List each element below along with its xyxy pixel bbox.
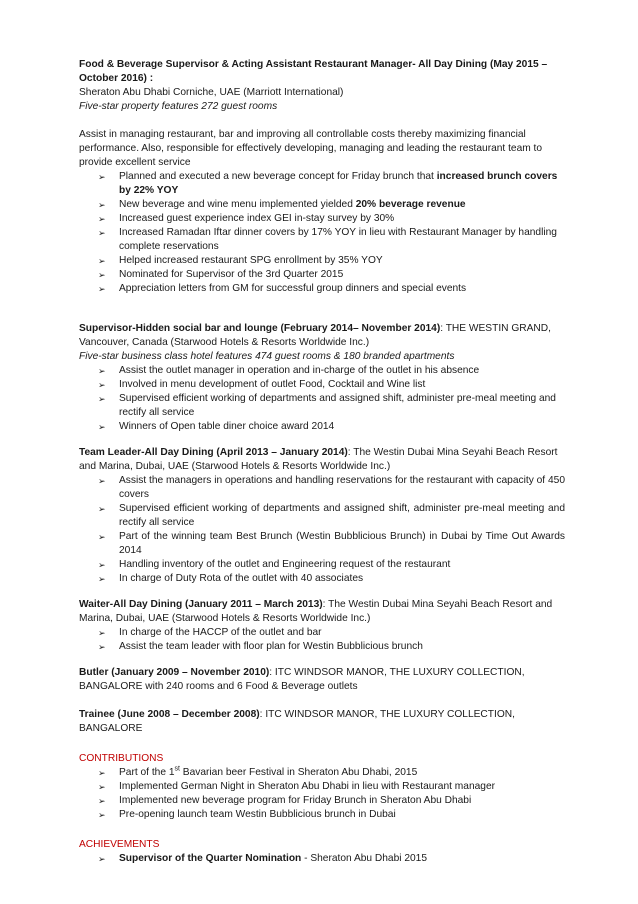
job-property: Five-star property features 272 guest rooms xyxy=(79,101,278,112)
arrow-bullet-icon: ➢ xyxy=(98,394,106,404)
list-item: ➢ Assist the outlet manager in operation and in-charge of the outlet in his absence xyxy=(98,365,480,376)
list-item: ➢ New beverage and wine menu implemented yielded 20% beverage revenue xyxy=(98,199,466,210)
arrow-bullet-icon: ➢ xyxy=(98,796,106,806)
list-item: ➢ Supervised efficient working of departments and assigned shift, administer pre-meal meeting and rectify all service xyxy=(98,393,556,418)
arrow-bullet-icon: ➢ xyxy=(98,270,106,280)
job-section-5 xyxy=(79,666,565,694)
list-item: ➢ Supervised efficient working of departments and assigned shift, administer pre-meal meeting and rectify all service xyxy=(98,503,565,528)
arrow-bullet-icon: ➢ xyxy=(98,504,106,514)
job-title: Food & Beverage Supervisor & Acting Assistant Restaurant Manager- All Day Dining (May 2015 – October 2016) : xyxy=(79,59,548,84)
job-location: Sheraton Abu Dhabi Corniche, UAE (Marriott International) xyxy=(79,87,344,98)
list-item: ➢ Assist the team leader with floor plan for Westin Bubblicious brunch xyxy=(98,641,423,652)
arrow-bullet-icon: ➢ xyxy=(98,810,106,820)
arrow-bullet-icon: ➢ xyxy=(98,422,106,432)
list-item: ➢ Implemented German Night in Sheraton Abu Dhabi in lieu with Restaurant manager xyxy=(98,781,496,792)
arrow-bullet-icon: ➢ xyxy=(98,214,106,224)
job-bullets xyxy=(79,474,565,586)
list-item: ➢ In charge of Duty Rota of the outlet with 40 associates xyxy=(98,573,364,584)
job-heading: Team Leader-All Day Dining (April 2013 – January 2014): The Westin Dubai Mina Seyahi Beach Resort and Marina, Dubai, UAE (Starwood Hotels & Resorts Worldwide Inc.) xyxy=(79,447,558,472)
resume-page xyxy=(79,58,565,866)
job-section-6 xyxy=(79,708,565,736)
arrow-bullet-icon: ➢ xyxy=(98,476,106,486)
arrow-bullet-icon: ➢ xyxy=(98,380,106,390)
contributions-list xyxy=(79,766,565,822)
list-item: ➢ Implemented new beverage program for Friday Brunch in Sheraton Abu Dhabi xyxy=(98,795,472,806)
arrow-bullet-icon: ➢ xyxy=(98,628,106,638)
arrow-bullet-icon: ➢ xyxy=(98,782,106,792)
arrow-bullet-icon: ➢ xyxy=(98,532,106,542)
job-section-3 xyxy=(79,446,565,586)
list-item: ➢ Increased Ramadan Iftar dinner covers by 17% YOY in lieu with Restaurant Manager by handling complete reservations xyxy=(98,227,557,252)
job-property: Five-star business class hotel features 474 guest rooms & 180 branded apartments xyxy=(79,351,455,362)
list-item: ➢ In charge of the HACCP of the outlet and bar xyxy=(98,627,322,638)
arrow-bullet-icon: ➢ xyxy=(98,574,106,584)
arrow-bullet-icon: ➢ xyxy=(98,768,106,778)
arrow-bullet-icon: ➢ xyxy=(98,366,106,376)
arrow-bullet-icon: ➢ xyxy=(98,854,106,864)
job-bullets xyxy=(79,364,565,434)
arrow-bullet-icon: ➢ xyxy=(98,256,106,266)
job-heading: Trainee (June 2008 – December 2008): ITC WINDSOR MANOR, THE LUXURY COLLECTION, BANGALORE xyxy=(79,709,515,734)
job-section-2 xyxy=(79,322,565,434)
list-item: ➢ Involved in menu development of outlet Food, Cocktail and Wine list xyxy=(98,379,426,390)
list-item: ➢ Supervisor of the Quarter Nomination - Sheraton Abu Dhabi 2015 xyxy=(98,853,428,864)
arrow-bullet-icon: ➢ xyxy=(98,200,106,210)
list-item: ➢ Part of the 1st Bavarian beer Festival in Sheraton Abu Dhabi, 2015 xyxy=(98,765,418,778)
arrow-bullet-icon: ➢ xyxy=(98,284,106,294)
achievements-heading: ACHIEVEMENTS xyxy=(79,839,160,850)
arrow-bullet-icon: ➢ xyxy=(98,560,106,570)
arrow-bullet-icon: ➢ xyxy=(98,228,106,238)
arrow-bullet-icon: ➢ xyxy=(98,172,106,182)
list-item: ➢ Appreciation letters from GM for successful group dinners and special events xyxy=(98,283,467,294)
achievements-list xyxy=(79,852,565,866)
job-heading: Supervisor-Hidden social bar and lounge (February 2014– November 2014): THE WESTIN GRAND, Vancouver, Canada (Starwood Hotels & Resorts Worldwide Inc.) xyxy=(79,323,551,348)
job-heading: Waiter-All Day Dining (January 2011 – March 2013): The Westin Dubai Mina Seyahi Beach Resort and Marina, Dubai, UAE (Starwood Hotels & Resorts Worldwide Inc.) xyxy=(79,599,553,624)
job-summary: Assist in managing restaurant, bar and improving all controllable costs thereby maximizing financial performance. Also, responsible for effectively developing, managing and leading the restaurant team to provide excellent service xyxy=(79,129,543,168)
arrow-bullet-icon: ➢ xyxy=(98,642,106,652)
list-item: ➢ Helped increased restaurant SPG enrollment by 35% YOY xyxy=(98,255,383,266)
job-bullets xyxy=(79,626,565,654)
job-section-1 xyxy=(79,58,565,296)
list-item: ➢ Assist the managers in operations and handling reservations for the restaurant with capacity of 450 covers xyxy=(98,475,565,500)
job-section-4 xyxy=(79,598,565,654)
list-item: ➢ Planned and executed a new beverage concept for Friday brunch that increased brunch covers by 22% YOY xyxy=(98,171,558,196)
list-item: ➢ Winners of Open table diner choice award 2014 xyxy=(98,421,335,432)
job-bullets xyxy=(79,170,565,296)
list-item: ➢ Nominated for Supervisor of the 3rd Quarter 2015 xyxy=(98,269,344,280)
list-item: ➢ Increased guest experience index GEI in-stay survey by 30% xyxy=(98,213,395,224)
list-item: ➢ Handling inventory of the outlet and Engineering request of the restaurant xyxy=(98,559,451,570)
contributions-heading: CONTRIBUTIONS xyxy=(79,753,164,764)
list-item: ➢ Part of the winning team Best Brunch (Westin Bubblicious Brunch) in Dubai by Time Out Awards 2014 xyxy=(98,531,565,556)
achievements-section xyxy=(79,838,565,866)
list-item: ➢ Pre-opening launch team Westin Bubblicious brunch in Dubai xyxy=(98,809,396,820)
contributions-section xyxy=(79,752,565,822)
job-heading: Butler (January 2009 – November 2010): ITC WINDSOR MANOR, THE LUXURY COLLECTION, BANGALORE with 240 rooms and 6 Food & Beverage outlets xyxy=(79,667,525,692)
